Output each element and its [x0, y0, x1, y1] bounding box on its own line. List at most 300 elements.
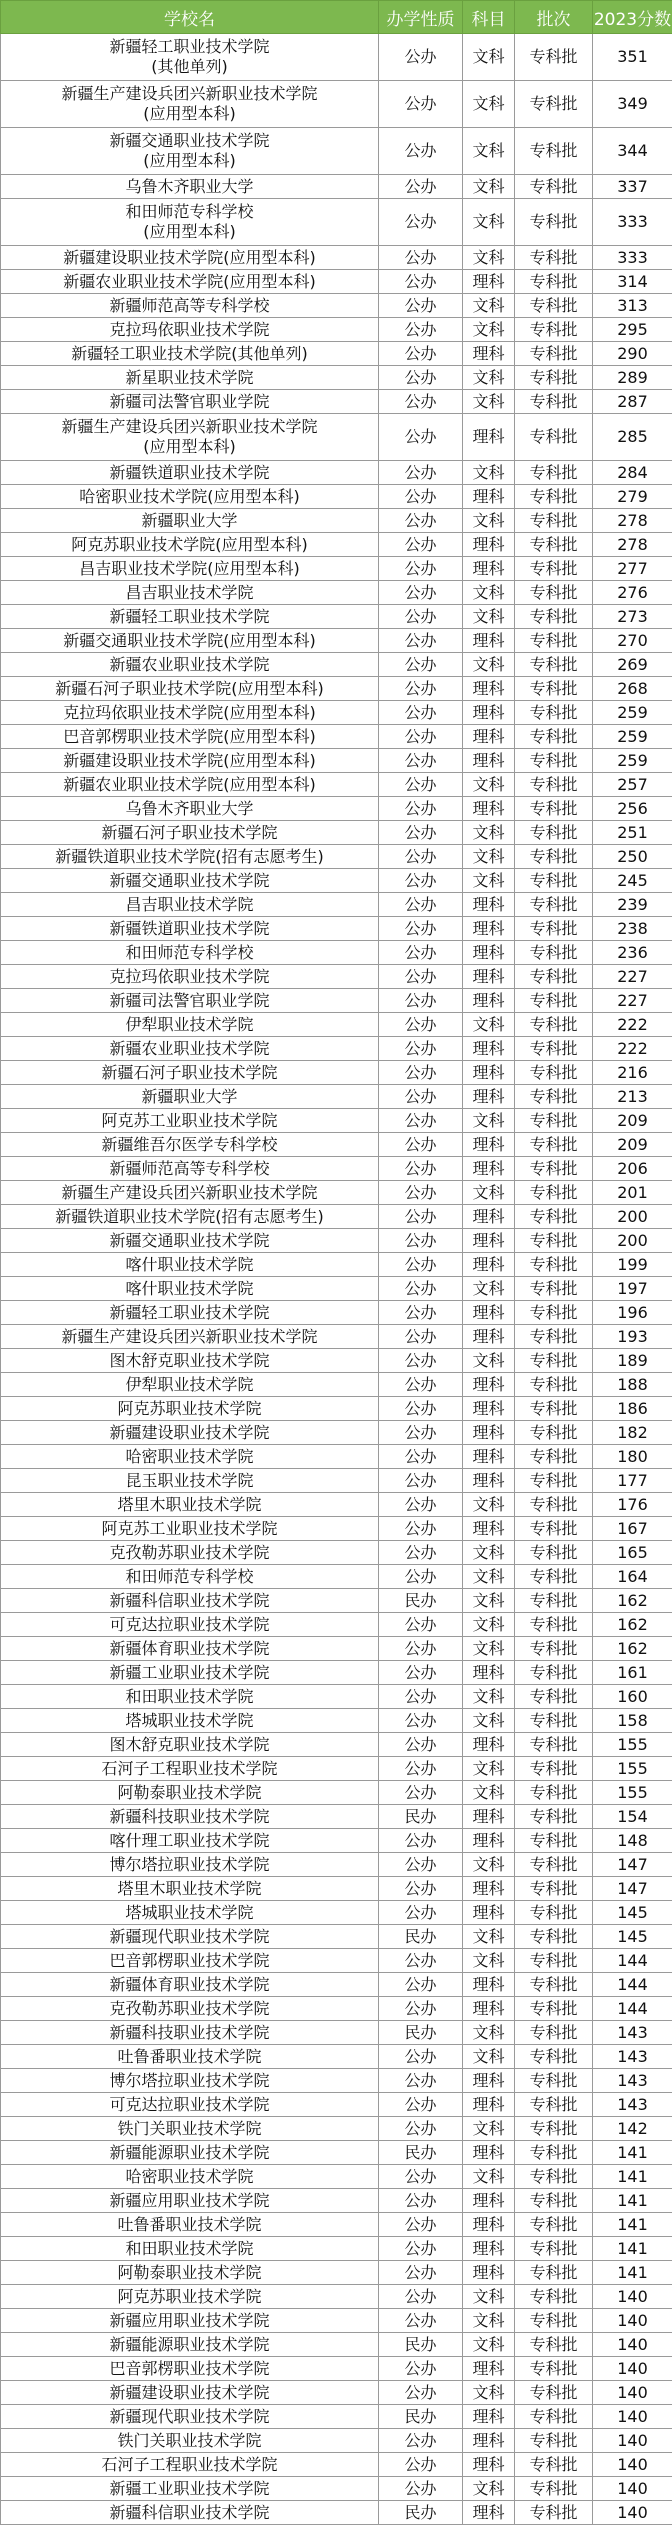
- school-type-cell: 公办: [379, 175, 463, 199]
- batch-cell: 专科批: [515, 2285, 593, 2309]
- batch-cell: 专科批: [515, 2381, 593, 2405]
- table-row: [1, 2429, 672, 2453]
- table-row: [1, 2261, 672, 2285]
- school-name-cell: [1, 342, 379, 366]
- table-row: [1, 1181, 672, 1205]
- subject-cell: 理科: [463, 1229, 515, 1253]
- batch-cell: 专科批: [515, 1301, 593, 1325]
- score-cell: 162: [593, 1589, 672, 1613]
- school-name-line: 昌吉职业技术学院: [125, 894, 254, 914]
- school-type-cell: 公办: [379, 294, 463, 318]
- table-row: [1, 2357, 672, 2381]
- score-cell: 245: [593, 869, 672, 893]
- school-name-cell: [1, 1061, 379, 1085]
- score-cell: 313: [593, 294, 672, 318]
- school-name-line: 博尔塔拉职业技术学院: [109, 2070, 270, 2090]
- school-name-line: 巴音郭楞职业技术学院: [109, 1950, 270, 1970]
- school-name-line: 克拉玛依职业技术学院(应用型本科): [63, 702, 316, 722]
- school-type-cell: 公办: [379, 246, 463, 270]
- table-row: [1, 1925, 672, 1949]
- table-row: [1, 175, 672, 199]
- batch-cell: 专科批: [515, 1949, 593, 1973]
- score-cell: 160: [593, 1685, 672, 1709]
- school-name-line: 阿克苏职业技术学院: [117, 2286, 262, 2306]
- score-cell: 269: [593, 653, 672, 677]
- table-row: [1, 965, 672, 989]
- school-name-line: 哈密职业技术学院(应用型本科): [79, 486, 300, 506]
- subject-cell: 文科: [463, 294, 515, 318]
- school-name-cell: [1, 1493, 379, 1517]
- table-row: [1, 390, 672, 414]
- batch-cell: 专科批: [515, 81, 593, 128]
- school-type-cell: 公办: [379, 1373, 463, 1397]
- score-cell: 177: [593, 1469, 672, 1493]
- subject-cell: 理科: [463, 941, 515, 965]
- school-name-line: 克拉玛依职业技术学院: [109, 319, 270, 339]
- school-name-cell: [1, 2021, 379, 2045]
- batch-cell: 专科批: [515, 2309, 593, 2333]
- score-cell: 158: [593, 1709, 672, 1733]
- score-cell: 141: [593, 2261, 672, 2285]
- school-name-line: 新疆应用职业技术学院: [109, 2310, 270, 2330]
- school-name-cell: [1, 1925, 379, 1949]
- table-row: [1, 1685, 672, 1709]
- subject-cell: 文科: [463, 605, 515, 629]
- batch-cell: 专科批: [515, 2141, 593, 2165]
- school-name-line: 新疆农业职业技术学院: [109, 1038, 270, 1058]
- table-row: [1, 893, 672, 917]
- subject-cell: 文科: [463, 461, 515, 485]
- school-name-line: 和田职业技术学院: [125, 2238, 254, 2258]
- batch-cell: 专科批: [515, 533, 593, 557]
- score-cell: 259: [593, 701, 672, 725]
- school-name-line: 新疆建设职业技术学院(应用型本科): [63, 750, 316, 770]
- table-row: [1, 1421, 672, 1445]
- subject-cell: 理科: [463, 1301, 515, 1325]
- subject-cell: 理科: [463, 1805, 515, 1829]
- table-row: [1, 1757, 672, 1781]
- subject-cell: 文科: [463, 1709, 515, 1733]
- table-row: [1, 1469, 672, 1493]
- batch-cell: 专科批: [515, 869, 593, 893]
- batch-cell: 专科批: [515, 128, 593, 175]
- batch-cell: 专科批: [515, 1805, 593, 1829]
- school-name-cell: [1, 1325, 379, 1349]
- school-name-line: 新星职业技术学院: [125, 367, 254, 387]
- score-cell: 189: [593, 1349, 672, 1373]
- score-cell: 200: [593, 1229, 672, 1253]
- batch-cell: 专科批: [515, 1877, 593, 1901]
- table-row: [1, 749, 672, 773]
- table-row: [1, 2141, 672, 2165]
- batch-cell: 专科批: [515, 1085, 593, 1109]
- batch-cell: 专科批: [515, 893, 593, 917]
- score-cell: 141: [593, 2141, 672, 2165]
- table-row: [1, 1493, 672, 1517]
- school-type-cell: 公办: [379, 1445, 463, 1469]
- school-type-cell: 公办: [379, 2477, 463, 2501]
- school-name-cell: [1, 2141, 379, 2165]
- school-type-cell: 公办: [379, 773, 463, 797]
- school-type-cell: 公办: [379, 2285, 463, 2309]
- school-type-cell: 公办: [379, 2189, 463, 2213]
- batch-cell: 专科批: [515, 749, 593, 773]
- school-type-cell: 公办: [379, 749, 463, 773]
- subject-cell: 理科: [463, 485, 515, 509]
- score-cell: 141: [593, 2165, 672, 2189]
- score-cell: 140: [593, 2381, 672, 2405]
- score-cell: 277: [593, 557, 672, 581]
- school-type-cell: 公办: [379, 1037, 463, 1061]
- subject-cell: 文科: [463, 2021, 515, 2045]
- school-name-line: 铁门关职业技术学院: [117, 2430, 262, 2450]
- subject-cell: 文科: [463, 1685, 515, 1709]
- table-row: [1, 677, 672, 701]
- school-name-cell: [1, 797, 379, 821]
- subject-cell: 理科: [463, 677, 515, 701]
- school-name-cell: [1, 1397, 379, 1421]
- score-cell: 143: [593, 2045, 672, 2069]
- school-name-line: 新疆农业职业技术学院(应用型本科): [63, 774, 316, 794]
- school-name-cell: [1, 1421, 379, 1445]
- score-cell: 176: [593, 1493, 672, 1517]
- score-cell: 222: [593, 1013, 672, 1037]
- school-name-line: 和田师范专科学校: [125, 202, 254, 221]
- score-cell: 141: [593, 2237, 672, 2261]
- school-name-cell: [1, 1085, 379, 1109]
- school-type-cell: 公办: [379, 557, 463, 581]
- table-row: [1, 1205, 672, 1229]
- table-row: [1, 366, 672, 390]
- subject-cell: 理科: [463, 2237, 515, 2261]
- table-row: [1, 1085, 672, 1109]
- table-row: [1, 1589, 672, 1613]
- school-name-line: 塔城职业技术学院: [125, 1710, 254, 1730]
- school-name-cell: [1, 605, 379, 629]
- school-name-line: 乌鲁木齐职业大学: [125, 176, 254, 196]
- score-cell: 273: [593, 605, 672, 629]
- table-row: [1, 2381, 672, 2405]
- table-row: [1, 1253, 672, 1277]
- school-type-cell: 公办: [379, 1229, 463, 1253]
- school-name-cell: [1, 461, 379, 485]
- table-row: [1, 270, 672, 294]
- score-cell: 200: [593, 1205, 672, 1229]
- school-name-line: 新疆生产建设兵团兴新职业技术学院: [61, 1182, 318, 1202]
- table-row: [1, 1157, 672, 1181]
- school-type-cell: 公办: [379, 845, 463, 869]
- subject-cell: 文科: [463, 199, 515, 246]
- table-row: [1, 1037, 672, 1061]
- batch-cell: 专科批: [515, 294, 593, 318]
- school-name-line: (应用型本科): [143, 222, 236, 241]
- score-cell: 289: [593, 366, 672, 390]
- school-name-line: 新疆建设职业技术学院: [109, 2382, 270, 2402]
- subject-cell: 文科: [463, 1565, 515, 1589]
- batch-cell: 专科批: [515, 1373, 593, 1397]
- score-cell: 196: [593, 1301, 672, 1325]
- school-type-cell: 公办: [379, 1565, 463, 1589]
- subject-cell: 文科: [463, 1613, 515, 1637]
- school-name-line: 图木舒克职业技术学院: [109, 1734, 270, 1754]
- school-name-cell: [1, 1589, 379, 1613]
- subject-cell: 文科: [463, 1949, 515, 1973]
- batch-cell: 专科批: [515, 1853, 593, 1877]
- table-row: [1, 2069, 672, 2093]
- table-row: [1, 1397, 672, 1421]
- school-name-line: 新疆能源职业技术学院: [109, 2142, 270, 2162]
- school-name-cell: [1, 2165, 379, 2189]
- school-type-cell: 公办: [379, 34, 463, 81]
- school-name-line: 伊犁职业技术学院: [125, 1374, 254, 1394]
- school-type-cell: 公办: [379, 797, 463, 821]
- batch-cell: 专科批: [515, 1109, 593, 1133]
- school-name-cell: [1, 941, 379, 965]
- school-type-cell: 公办: [379, 1397, 463, 1421]
- school-name-line: 阿克苏工业职业技术学院: [101, 1518, 278, 1538]
- batch-cell: 专科批: [515, 2261, 593, 2285]
- score-cell: 188: [593, 1373, 672, 1397]
- table-row: [1, 1565, 672, 1589]
- school-name-cell: [1, 725, 379, 749]
- table-row: [1, 845, 672, 869]
- school-name-cell: [1, 821, 379, 845]
- batch-cell: 专科批: [515, 2357, 593, 2381]
- table-body: [1, 34, 672, 2525]
- header-subject: 科目: [463, 1, 515, 34]
- score-cell: 147: [593, 1877, 672, 1901]
- school-type-cell: 公办: [379, 1973, 463, 1997]
- table-row: [1, 2477, 672, 2501]
- score-cell: 239: [593, 893, 672, 917]
- score-cell: 161: [593, 1661, 672, 1685]
- school-type-cell: 公办: [379, 81, 463, 128]
- subject-cell: 文科: [463, 1349, 515, 1373]
- school-name-cell: [1, 294, 379, 318]
- school-name-line: 新疆交通职业技术学院: [109, 1230, 270, 1250]
- score-cell: 351: [593, 34, 672, 81]
- school-type-cell: 民办: [379, 2405, 463, 2429]
- school-type-cell: 公办: [379, 1421, 463, 1445]
- subject-cell: 理科: [463, 1061, 515, 1085]
- school-name-line: 阿勒泰职业技术学院: [117, 1782, 262, 1802]
- batch-cell: 专科批: [515, 1925, 593, 1949]
- school-type-cell: 公办: [379, 893, 463, 917]
- score-cell: 349: [593, 81, 672, 128]
- school-type-cell: 公办: [379, 821, 463, 845]
- school-name-line: 新疆职业大学: [141, 510, 238, 530]
- batch-cell: 专科批: [515, 1037, 593, 1061]
- score-cell: 155: [593, 1733, 672, 1757]
- school-name-cell: [1, 2261, 379, 2285]
- batch-cell: 专科批: [515, 1445, 593, 1469]
- school-name-cell: [1, 318, 379, 342]
- score-cell: 259: [593, 725, 672, 749]
- table-row: [1, 605, 672, 629]
- school-name-cell: [1, 1901, 379, 1925]
- school-name-line: 吐鲁番职业技术学院: [117, 2046, 262, 2066]
- batch-cell: 专科批: [515, 342, 593, 366]
- batch-cell: 专科批: [515, 1637, 593, 1661]
- school-name-line: 新疆铁道职业技术学院: [109, 918, 270, 938]
- school-name-cell: [1, 533, 379, 557]
- school-name-cell: [1, 1661, 379, 1685]
- subject-cell: 理科: [463, 749, 515, 773]
- table-row: [1, 1325, 672, 1349]
- score-cell: 140: [593, 2405, 672, 2429]
- school-name-line: 塔城职业技术学院: [125, 1902, 254, 1922]
- subject-cell: 文科: [463, 2117, 515, 2141]
- school-name-cell: [1, 557, 379, 581]
- batch-cell: 专科批: [515, 1229, 593, 1253]
- school-name-line: 克孜勒苏职业技术学院: [109, 1542, 270, 1562]
- table-row: [1, 2165, 672, 2189]
- school-name-cell: [1, 1613, 379, 1637]
- school-name-cell: [1, 749, 379, 773]
- subject-cell: 理科: [463, 1445, 515, 1469]
- table-row: [1, 1133, 672, 1157]
- score-cell: 180: [593, 1445, 672, 1469]
- school-name-cell: [1, 1733, 379, 1757]
- table-row: [1, 1997, 672, 2021]
- school-name-line: 新疆轻工职业技术学院(其他单列): [71, 343, 308, 363]
- subject-cell: 文科: [463, 1541, 515, 1565]
- school-name-cell: [1, 81, 379, 128]
- batch-cell: 专科批: [515, 1973, 593, 1997]
- school-name-line: 新疆交通职业技术学院: [109, 131, 270, 150]
- school-name-cell: [1, 1109, 379, 1133]
- subject-cell: 理科: [463, 2093, 515, 2117]
- school-name-cell: [1, 1181, 379, 1205]
- school-type-cell: 公办: [379, 1517, 463, 1541]
- school-name-line: 新疆建设职业技术学院: [109, 1422, 270, 1442]
- batch-cell: 专科批: [515, 773, 593, 797]
- subject-cell: 文科: [463, 2165, 515, 2189]
- subject-cell: 文科: [463, 821, 515, 845]
- school-type-cell: 公办: [379, 1637, 463, 1661]
- score-cell: 155: [593, 1757, 672, 1781]
- school-name-line: 新疆农业职业技术学院: [109, 654, 270, 674]
- table-row: [1, 2501, 672, 2525]
- school-type-cell: 公办: [379, 989, 463, 1013]
- school-type-cell: 公办: [379, 2261, 463, 2285]
- school-type-cell: 公办: [379, 701, 463, 725]
- subject-cell: 理科: [463, 1253, 515, 1277]
- school-type-cell: 公办: [379, 1109, 463, 1133]
- subject-cell: 理科: [463, 2261, 515, 2285]
- batch-cell: 专科批: [515, 1205, 593, 1229]
- table-row: [1, 81, 672, 128]
- school-name-cell: [1, 1709, 379, 1733]
- score-cell: 140: [593, 2477, 672, 2501]
- score-cell: 145: [593, 1901, 672, 1925]
- table-row: [1, 1277, 672, 1301]
- school-name-cell: [1, 2477, 379, 2501]
- school-type-cell: 公办: [379, 965, 463, 989]
- subject-cell: 文科: [463, 1637, 515, 1661]
- subject-cell: 理科: [463, 2141, 515, 2165]
- table-row: [1, 199, 672, 246]
- school-type-cell: 公办: [379, 1349, 463, 1373]
- school-name-cell: [1, 1685, 379, 1709]
- school-name-line: 新疆工业职业技术学院: [109, 2478, 270, 2498]
- table-row: [1, 1781, 672, 1805]
- school-name-cell: [1, 1781, 379, 1805]
- school-type-cell: 公办: [379, 414, 463, 461]
- school-name-line: 铁门关职业技术学院: [117, 2118, 262, 2138]
- school-type-cell: 公办: [379, 2357, 463, 2381]
- school-name-line: 克孜勒苏职业技术学院: [109, 1998, 270, 2018]
- school-name-cell: [1, 34, 379, 81]
- school-name-line: 新疆生产建设兵团兴新职业技术学院: [61, 1326, 318, 1346]
- score-cell: 141: [593, 2213, 672, 2237]
- score-cell: 143: [593, 2093, 672, 2117]
- score-cell: 141: [593, 2189, 672, 2213]
- subject-cell: 文科: [463, 246, 515, 270]
- school-name-line: 新疆铁道职业技术学院(招有志愿考生): [55, 846, 324, 866]
- table-row: [1, 2213, 672, 2237]
- table-row: [1, 1229, 672, 1253]
- school-name-cell: [1, 701, 379, 725]
- school-name-line: 巴音郭楞职业技术学院: [109, 2358, 270, 2378]
- score-cell: 147: [593, 1853, 672, 1877]
- batch-cell: 专科批: [515, 1133, 593, 1157]
- school-name-cell: [1, 2213, 379, 2237]
- school-name-cell: [1, 270, 379, 294]
- batch-cell: 专科批: [515, 2045, 593, 2069]
- school-name-cell: [1, 1805, 379, 1829]
- school-name-line: 新疆建设职业技术学院(应用型本科): [63, 247, 316, 267]
- school-name-line: 新疆职业大学: [141, 1086, 238, 1106]
- batch-cell: 专科批: [515, 2501, 593, 2525]
- table-row: [1, 2189, 672, 2213]
- school-name-cell: [1, 989, 379, 1013]
- subject-cell: 文科: [463, 2285, 515, 2309]
- school-name-cell: [1, 509, 379, 533]
- school-name-line: 新疆石河子职业技术学院(应用型本科): [55, 678, 324, 698]
- batch-cell: 专科批: [515, 1781, 593, 1805]
- school-name-cell: [1, 2069, 379, 2093]
- table-row: [1, 1901, 672, 1925]
- school-name-cell: [1, 1541, 379, 1565]
- school-name-cell: [1, 199, 379, 246]
- school-name-line: 新疆交通职业技术学院: [109, 870, 270, 890]
- subject-cell: 文科: [463, 2045, 515, 2069]
- batch-cell: 专科批: [515, 485, 593, 509]
- subject-cell: 理科: [463, 1973, 515, 1997]
- subject-cell: 理科: [463, 1517, 515, 1541]
- school-name-line: 吐鲁番职业技术学院: [117, 2214, 262, 2234]
- school-name-cell: [1, 1949, 379, 1973]
- subject-cell: 理科: [463, 2357, 515, 2381]
- subject-cell: 理科: [463, 1157, 515, 1181]
- table-row: [1, 701, 672, 725]
- batch-cell: 专科批: [515, 1325, 593, 1349]
- score-cell: 344: [593, 128, 672, 175]
- school-name-line: 乌鲁木齐职业大学: [125, 798, 254, 818]
- school-name-cell: [1, 1277, 379, 1301]
- school-type-cell: 公办: [379, 199, 463, 246]
- score-cell: 278: [593, 509, 672, 533]
- school-type-cell: 公办: [379, 1829, 463, 1853]
- table-row: [1, 1877, 672, 1901]
- subject-cell: 理科: [463, 1661, 515, 1685]
- header-type: 办学性质: [379, 1, 463, 34]
- school-name-cell: [1, 1229, 379, 1253]
- score-cell: 290: [593, 342, 672, 366]
- school-type-cell: 公办: [379, 1301, 463, 1325]
- score-cell: 209: [593, 1109, 672, 1133]
